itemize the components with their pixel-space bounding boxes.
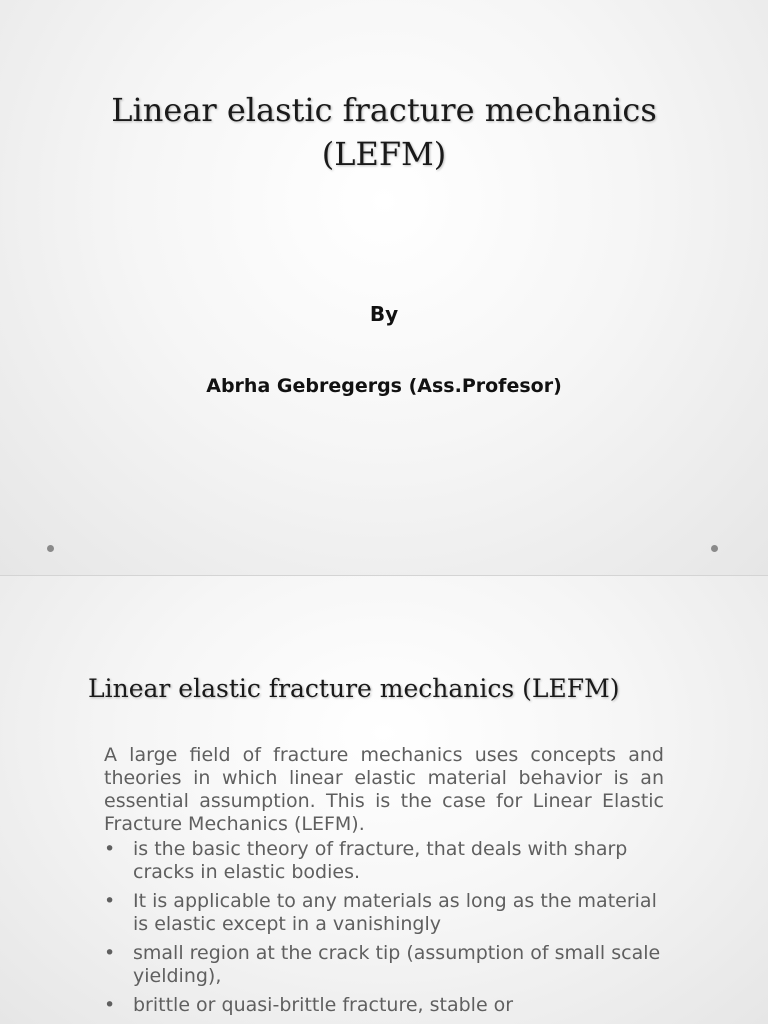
bullet-icon: • — [104, 838, 116, 860]
title-line-1: Linear elastic fracture mechanics — [111, 91, 657, 129]
by-label: By — [369, 302, 399, 326]
bullet-text: brittle or quasi-brittle fracture, stable or — [133, 994, 514, 1016]
author-name: Abrha Gebregergs (Ass.Profesor) — [206, 375, 562, 397]
intro-paragraph: A large field of fracture mechanics uses concepts and theories in which linear elastic material behavior is an essential assumption. This is the case for Linear Elastic Fracture Mechanics (LEFM). — [104, 744, 664, 835]
right-dot-ornament — [711, 545, 718, 552]
bullet-text: It is applicable to any materials as long as the material is elastic except in a vanishingly — [133, 890, 657, 935]
title-line-2: (LEFM) — [321, 135, 447, 173]
bullet-list — [104, 838, 664, 1017]
bullet-icon: • — [104, 890, 116, 912]
list-item — [104, 942, 664, 988]
bullet-text: is the basic theory of fracture, that deals with sharp cracks in elastic bodies. — [133, 838, 628, 883]
slide-content — [0, 576, 768, 1024]
list-item — [104, 994, 664, 1017]
list-item — [104, 838, 664, 884]
left-dot-ornament — [47, 545, 54, 552]
presentation-title — [40, 88, 728, 176]
slide-heading: Linear elastic fracture mechanics (LEFM) — [88, 674, 620, 703]
bullet-text: small region at the crack tip (assumption of small scale yielding), — [133, 942, 661, 987]
slide-body — [104, 744, 664, 1023]
bullet-icon: • — [104, 994, 116, 1016]
bullet-icon: • — [104, 942, 116, 964]
list-item — [104, 890, 664, 936]
